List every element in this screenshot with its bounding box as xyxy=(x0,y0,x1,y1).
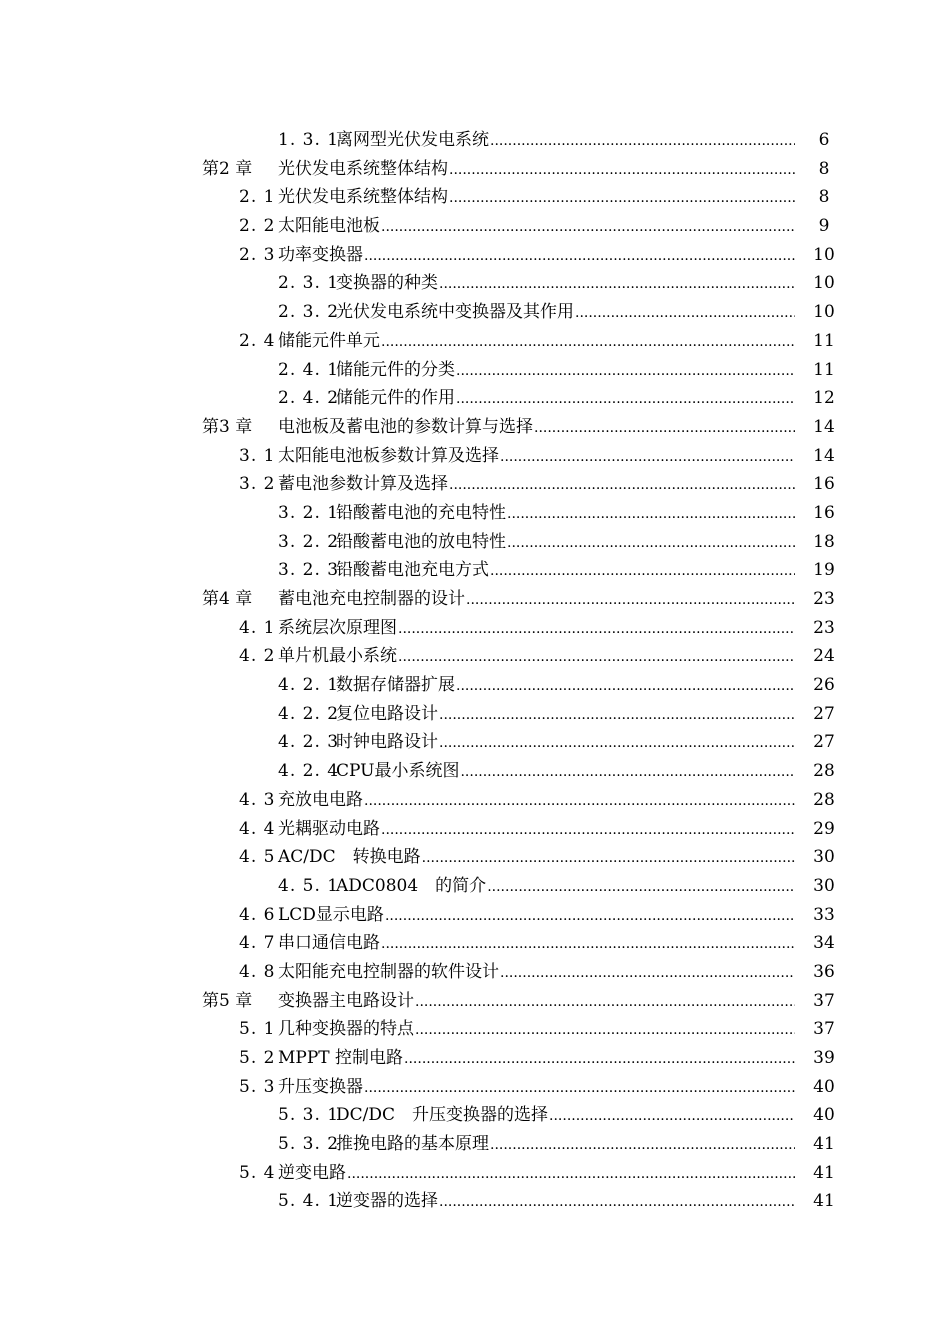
toc-entry-number: 4. 8 xyxy=(239,961,276,982)
toc-entry-number: 5. 3. 1 xyxy=(278,1105,340,1126)
toc-entry-title: 功率变换器 xyxy=(278,244,363,265)
toc-page-number: 37 xyxy=(813,990,835,1011)
toc-entry-title: 光伏发电系统整体结构 xyxy=(278,187,448,208)
toc-entry-row[interactable] xyxy=(0,843,950,872)
toc-entry-number: 2. 4. 1 xyxy=(278,359,340,380)
dot-leader xyxy=(380,328,795,357)
toc-entry-title: ADC0804 的简介 xyxy=(336,875,487,896)
toc-chapter-row[interactable] xyxy=(0,413,950,442)
toc-entry-row[interactable] xyxy=(0,700,950,729)
toc-page-number: 39 xyxy=(813,1048,835,1068)
toc-entry-text xyxy=(239,901,795,931)
dot-leader xyxy=(574,299,795,328)
toc-entry-number: 第2 章 xyxy=(202,158,253,179)
toc-entry-title: 系统层次原理图 xyxy=(278,617,397,638)
toc-page-number: 30 xyxy=(813,875,835,896)
toc-entry-title: 逆变器的选择 xyxy=(336,1191,438,1212)
toc-page-number: 30 xyxy=(813,847,835,868)
dot-leader xyxy=(499,443,795,472)
dot-leader xyxy=(380,930,795,959)
toc-entry-title: 太阳能充电控制器的软件设计 xyxy=(278,961,499,982)
dot-leader xyxy=(506,500,795,529)
toc-entry-number: 4. 5 xyxy=(239,847,276,868)
toc-entry-row[interactable] xyxy=(0,212,950,241)
toc-page-number: 14 xyxy=(813,445,835,466)
toc-entry-number: 2. 1 xyxy=(239,187,276,208)
dot-leader xyxy=(489,557,795,586)
toc-entry-text xyxy=(202,987,795,1017)
dot-leader xyxy=(403,1045,795,1074)
dot-leader xyxy=(448,184,795,213)
dot-leader xyxy=(438,701,795,730)
toc-entry-text xyxy=(278,757,795,787)
toc-entry-text xyxy=(278,700,795,730)
toc-entry-text xyxy=(239,1073,795,1103)
toc-page-number: 23 xyxy=(813,589,835,609)
dot-leader xyxy=(384,902,795,931)
toc-entry-title: AC/DC 转换电路 xyxy=(278,847,421,868)
toc-entry-number: 4. 5. 1 xyxy=(278,875,340,896)
toc-entry-number: 4. 2. 4 xyxy=(278,761,340,782)
toc-entry-title: 蓄电池充电控制器的设计 xyxy=(278,589,465,609)
toc-entry-number: 2. 2 xyxy=(239,216,276,237)
toc-entry-row[interactable] xyxy=(0,470,950,499)
toc-entry-number: 第4 章 xyxy=(202,589,253,609)
dot-leader xyxy=(380,816,795,845)
toc-entry-number: 4. 1 xyxy=(239,617,276,638)
dot-leader xyxy=(346,1160,795,1189)
toc-entry-row[interactable] xyxy=(0,614,950,643)
toc-entry-number: 5. 4 xyxy=(239,1162,276,1183)
toc-entry-text xyxy=(278,556,795,586)
toc-entry-title: 电池板及蓄电池的参数计算与选择 xyxy=(278,416,533,437)
toc-entry-text xyxy=(278,499,795,529)
toc-entry-text xyxy=(278,269,795,299)
toc-entry-row[interactable] xyxy=(0,442,950,471)
toc-entry-title: 单片机最小系统 xyxy=(278,646,397,667)
toc-entry-title: 逆变电路 xyxy=(278,1162,346,1183)
toc-entry-text xyxy=(239,958,795,988)
toc-entry-title: 推挽电路的基本原理 xyxy=(336,1134,489,1155)
dot-leader xyxy=(363,1074,795,1103)
toc-entry-row[interactable] xyxy=(0,298,950,327)
toc-page-number: 10 xyxy=(813,244,835,265)
toc-page-number: 8 xyxy=(818,187,830,208)
toc-entry-number: 第3 章 xyxy=(202,416,253,437)
toc-entry-number: 4. 4 xyxy=(239,818,276,839)
toc-entry-title: 光耦驱动电路 xyxy=(278,818,380,839)
toc-entry-text xyxy=(278,1101,795,1131)
toc-entry-number: 第5 章 xyxy=(202,990,253,1011)
toc-entry-number: 3. 2 xyxy=(239,474,276,495)
toc-entry-number: 4. 6 xyxy=(239,904,276,925)
toc-entry-row[interactable] xyxy=(0,1159,950,1188)
toc-entry-title: CPU最小系统图 xyxy=(336,761,460,782)
toc-page-number: 27 xyxy=(813,703,835,724)
toc-page-number: 6 xyxy=(818,130,830,150)
toc-entry-row[interactable] xyxy=(0,356,950,385)
dot-leader xyxy=(414,988,795,1017)
toc-entry-text xyxy=(239,327,795,357)
toc-entry-number: 4. 2. 1 xyxy=(278,675,340,696)
toc-entry-text xyxy=(239,614,795,644)
toc-entry-row[interactable] xyxy=(0,901,950,930)
dot-leader xyxy=(380,213,795,242)
toc-entry-row[interactable] xyxy=(0,1044,950,1073)
toc-entry-text xyxy=(239,1044,795,1074)
toc-entry-row[interactable] xyxy=(0,815,950,844)
toc-entry-text xyxy=(202,155,795,185)
toc-entry-number: 1. 3. 1 xyxy=(278,130,340,150)
toc-page-number: 27 xyxy=(813,732,835,753)
dot-leader xyxy=(438,1188,795,1217)
toc-entry-text xyxy=(278,126,795,156)
toc-page-number: 24 xyxy=(813,646,835,667)
toc-entry-number: 2. 3. 2 xyxy=(278,302,340,323)
toc-page-number: 16 xyxy=(813,474,835,495)
toc-entry-number: 5. 3 xyxy=(239,1076,276,1097)
toc-entry-title: 铅酸蓄电池的充电特性 xyxy=(336,502,506,523)
toc-entry-number: 4. 2 xyxy=(239,646,276,667)
toc-page-number: 11 xyxy=(813,359,835,380)
toc-entry-number: 4. 7 xyxy=(239,933,276,954)
toc-entry-title: 太阳能电池板 xyxy=(278,216,380,237)
toc-page-number: 40 xyxy=(813,1076,835,1097)
toc-entry-title: 光伏发电系统整体结构 xyxy=(278,158,448,179)
toc-entry-text xyxy=(239,642,795,672)
toc-page-number: 37 xyxy=(813,1019,835,1040)
toc-entry-text xyxy=(278,872,795,902)
toc-entry-title: 铅酸蓄电池的放电特性 xyxy=(336,531,506,552)
toc-entry-row[interactable] xyxy=(0,1015,950,1044)
toc-page-number: 12 xyxy=(813,388,835,409)
toc-entry-text xyxy=(239,183,795,213)
toc-entry-title: 铅酸蓄电池充电方式 xyxy=(336,560,489,581)
toc-entry-title: 时钟电路设计 xyxy=(336,732,438,753)
toc-entry-text xyxy=(278,1130,795,1160)
toc-entry-number: 2. 4. 2 xyxy=(278,388,340,409)
toc-entry-text xyxy=(239,1015,795,1045)
toc-entry-row[interactable] xyxy=(0,1073,950,1102)
toc-page-number: 10 xyxy=(813,302,835,323)
toc-entry-number: 3. 1 xyxy=(239,445,276,466)
toc-entry-number: 3. 2. 1 xyxy=(278,502,340,523)
toc-entry-number: 5. 4. 1 xyxy=(278,1191,340,1212)
toc-entry-text xyxy=(239,786,795,816)
toc-entry-title: 太阳能电池板参数计算及选择 xyxy=(278,445,499,466)
toc-entry-row[interactable] xyxy=(0,958,950,987)
toc-entry-title: 离网型光伏发电系统 xyxy=(336,130,489,150)
toc-page-number: 14 xyxy=(813,416,835,437)
dot-leader xyxy=(438,729,795,758)
dot-leader xyxy=(489,1131,795,1160)
toc-entry-number: 2. 4 xyxy=(239,330,276,351)
toc-entry-row[interactable] xyxy=(0,786,950,815)
toc-page-number: 29 xyxy=(813,818,835,839)
toc-entry-row[interactable] xyxy=(0,872,950,901)
toc-entry-title: 复位电路设计 xyxy=(336,703,438,724)
toc-entry-text xyxy=(278,528,795,558)
toc-page-number: 23 xyxy=(813,617,835,638)
toc-entry-row[interactable] xyxy=(0,1130,950,1159)
toc-entry-text xyxy=(239,212,795,242)
toc-entry-number: 5. 1 xyxy=(239,1019,276,1040)
toc-entry-text xyxy=(239,470,795,500)
dot-leader xyxy=(421,844,795,873)
toc-entry-row[interactable] xyxy=(0,499,950,528)
table-of-contents xyxy=(0,126,950,1216)
toc-entry-number: 5. 2 xyxy=(239,1048,276,1068)
toc-entry-row[interactable] xyxy=(0,241,950,270)
toc-entry-row[interactable] xyxy=(0,1101,950,1130)
toc-entry-row[interactable] xyxy=(0,642,950,671)
toc-entry-title: 串口通信电路 xyxy=(278,933,380,954)
toc-page-number: 41 xyxy=(813,1191,835,1212)
toc-page-number: 9 xyxy=(818,216,830,237)
toc-entry-row[interactable] xyxy=(0,528,950,557)
toc-entry-row[interactable] xyxy=(0,183,950,212)
toc-page-number: 41 xyxy=(813,1134,835,1155)
dot-leader xyxy=(414,1016,795,1045)
toc-entry-row[interactable] xyxy=(0,556,950,585)
toc-entry-row[interactable] xyxy=(0,671,950,700)
toc-entry-title: 储能元件的分类 xyxy=(336,359,455,380)
toc-entry-text xyxy=(239,241,795,271)
dot-leader xyxy=(455,672,795,701)
toc-entry-title: LCD显示电路 xyxy=(278,904,384,925)
toc-entry-text xyxy=(239,1159,795,1189)
toc-entry-title: 充放电电路 xyxy=(278,789,363,810)
toc-entry-text xyxy=(202,413,795,443)
toc-entry-number: 2. 3 xyxy=(239,244,276,265)
toc-entry-title: MPPT 控制电路 xyxy=(278,1048,404,1068)
toc-entry-row[interactable] xyxy=(0,269,950,298)
toc-entry-text xyxy=(278,356,795,386)
dot-leader xyxy=(499,959,795,988)
toc-chapter-row[interactable] xyxy=(0,987,950,1016)
toc-entry-title: 蓄电池参数计算及选择 xyxy=(278,474,448,495)
dot-leader xyxy=(533,414,795,443)
toc-page-number: 11 xyxy=(813,330,835,351)
toc-entry-number: 3. 2. 2 xyxy=(278,531,340,552)
toc-page-number: 26 xyxy=(813,675,835,696)
toc-entry-row[interactable] xyxy=(0,1187,950,1216)
toc-entry-title: 光伏发电系统中变换器及其作用 xyxy=(336,302,574,323)
toc-page-number: 10 xyxy=(813,273,835,294)
toc-entry-row[interactable] xyxy=(0,929,950,958)
dot-leader xyxy=(363,242,795,271)
toc-page-number: 16 xyxy=(813,502,835,523)
toc-entry-title: 变换器的种类 xyxy=(336,273,438,294)
toc-page-number: 28 xyxy=(813,789,835,810)
dot-leader xyxy=(448,156,795,185)
toc-entry-row[interactable] xyxy=(0,728,950,757)
toc-entry-text xyxy=(278,384,795,414)
toc-entry-title: DC/DC 升压变换器的选择 xyxy=(336,1105,549,1126)
dot-leader xyxy=(486,873,795,902)
toc-page-number: 40 xyxy=(813,1105,835,1126)
toc-entry-text xyxy=(239,442,795,472)
toc-entry-number: 2. 3. 1 xyxy=(278,273,340,294)
toc-page-number: 41 xyxy=(813,1162,835,1183)
dot-leader xyxy=(455,357,795,386)
toc-entry-text xyxy=(239,843,795,873)
dot-leader xyxy=(489,127,795,156)
toc-entry-title: 储能元件的作用 xyxy=(336,388,455,409)
toc-entry-text xyxy=(239,815,795,845)
toc-entry-title: 升压变换器 xyxy=(278,1076,363,1097)
dot-leader xyxy=(438,270,795,299)
toc-entry-text xyxy=(278,298,795,328)
toc-page-number: 19 xyxy=(813,560,835,581)
toc-page-number: 33 xyxy=(813,904,835,925)
toc-entry-number: 4. 2. 3 xyxy=(278,732,340,753)
toc-entry-row[interactable] xyxy=(0,757,950,786)
toc-entry-row[interactable] xyxy=(0,327,950,356)
dot-leader xyxy=(397,643,795,672)
toc-entry-title: 数据存储器扩展 xyxy=(336,675,455,696)
toc-chapter-row[interactable] xyxy=(0,585,950,614)
dot-leader xyxy=(506,529,795,558)
toc-entry-text xyxy=(278,671,795,701)
dot-leader xyxy=(397,615,795,644)
dot-leader xyxy=(548,1102,795,1131)
dot-leader xyxy=(363,787,795,816)
toc-entry-row[interactable] xyxy=(0,126,950,155)
toc-page-number: 28 xyxy=(813,761,835,782)
toc-entry-row[interactable] xyxy=(0,384,950,413)
toc-page-number: 8 xyxy=(818,158,830,179)
toc-entry-number: 4. 3 xyxy=(239,789,276,810)
toc-entry-text xyxy=(239,929,795,959)
toc-entry-title: 变换器主电路设计 xyxy=(278,990,414,1011)
dot-leader xyxy=(448,471,795,500)
toc-entry-text xyxy=(202,585,795,615)
toc-entry-number: 5. 3. 2 xyxy=(278,1134,340,1155)
toc-page-number: 18 xyxy=(813,531,835,552)
toc-entry-text xyxy=(278,728,795,758)
toc-entry-number: 4. 2. 2 xyxy=(278,703,340,724)
toc-page-number: 34 xyxy=(813,933,835,954)
toc-entry-title: 储能元件单元 xyxy=(278,330,380,351)
toc-entry-number: 3. 2. 3 xyxy=(278,560,340,581)
toc-page-number: 36 xyxy=(813,961,835,982)
dot-leader xyxy=(455,385,795,414)
toc-chapter-row[interactable] xyxy=(0,155,950,184)
toc-entry-title: 几种变换器的特点 xyxy=(278,1019,414,1040)
toc-entry-text xyxy=(278,1187,795,1217)
dot-leader xyxy=(459,758,795,787)
dot-leader xyxy=(465,586,795,615)
